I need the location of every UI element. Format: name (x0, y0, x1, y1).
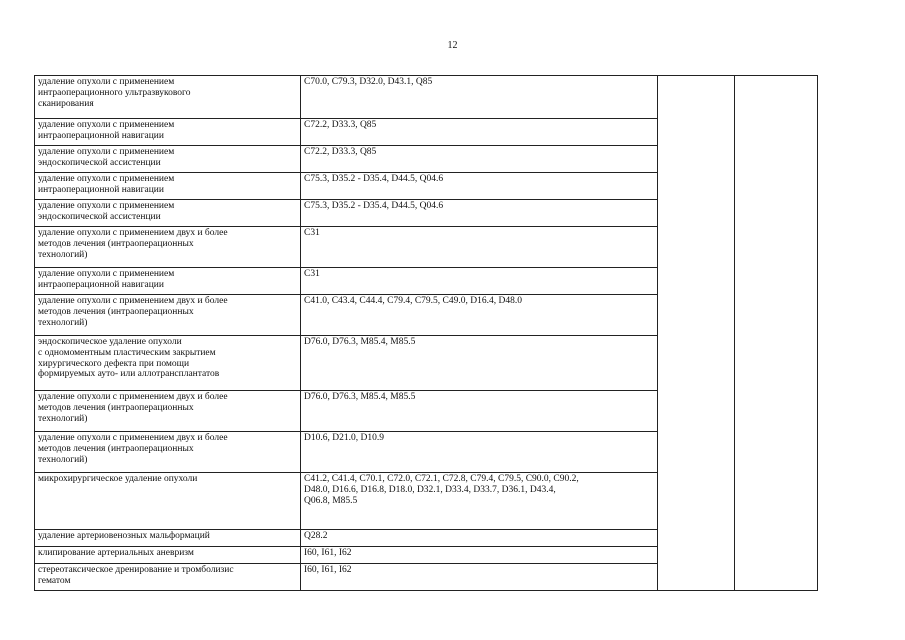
page-number: 12 (447, 40, 458, 51)
table-row (35, 76, 818, 119)
diagnosis-codes-cell: I60, I61, I62 (301, 564, 658, 591)
method-cell: стереотаксическое дренирование и тромболизис гематом (35, 564, 301, 591)
method-cell: удаление опухоли с применением двух и более методов лечения (интраоперационных технологий) (35, 432, 301, 473)
method-cell: удаление опухоли с применением интраоперационного ультразвукового сканирования (35, 76, 301, 119)
diagnosis-codes-cell: C72.2, D33.3, Q85 (301, 146, 658, 173)
diagnosis-codes-cell: I60, I61, I62 (301, 547, 658, 564)
method-cell: удаление опухоли с применением двух и более методов лечения (интраоперационных технологий) (35, 227, 301, 268)
method-cell: удаление артериовенозных мальформаций (35, 530, 301, 547)
diagnosis-codes-cell: Q28.2 (301, 530, 658, 547)
diagnosis-codes-cell: C75.3, D35.2 - D35.4, D44.5, Q04.6 (301, 173, 658, 200)
method-cell: удаление опухоли с применением эндоскопической ассистенции (35, 200, 301, 227)
method-cell: удаление опухоли с применением двух и более методов лечения (интраоперационных технологий) (35, 391, 301, 432)
diagnosis-codes-cell: C41.2, C41.4, C70.1, C72.0, C72.1, C72.8, C79.4, C79.5, C90.0, C90.2, D48.0, D16.6, D16.8, D18.0, D32.1, D33.4, D33.7, D36.1, D43.4, Q06.8, M85.5 (301, 473, 658, 530)
treatment-methods-table (34, 75, 818, 591)
method-cell: удаление опухоли с применением интраоперационной навигации (35, 119, 301, 146)
diagnosis-codes-cell: D76.0, D76.3, M85.4, M85.5 (301, 336, 658, 391)
method-cell: клипирование артериальных аневризм (35, 547, 301, 564)
method-cell: микрохирургическое удаление опухоли (35, 473, 301, 530)
diagnosis-codes-cell: C75.3, D35.2 - D35.4, D44.5, Q04.6 (301, 200, 658, 227)
diagnosis-codes-cell: C72.2, D33.3, Q85 (301, 119, 658, 146)
empty-merged-cell (735, 76, 818, 591)
method-cell: удаление опухоли с применением эндоскопической ассистенции (35, 146, 301, 173)
method-cell: удаление опухоли с применением двух и более методов лечения (интраоперационных технологий) (35, 295, 301, 336)
diagnosis-codes-cell: D10.6, D21.0, D10.9 (301, 432, 658, 473)
diagnosis-codes-cell: C31 (301, 227, 658, 268)
empty-merged-cell (658, 76, 735, 591)
method-cell: эндоскопическое удаление опухоли с одномоментным пластическим закрытием хирургического дефекта при помощи формируемых ауто- или аллотрансплантатов (35, 336, 301, 391)
method-cell: удаление опухоли с применением интраоперационной навигации (35, 268, 301, 295)
method-cell: удаление опухоли с применением интраоперационной навигации (35, 173, 301, 200)
diagnosis-codes-cell: C70.0, C79.3, D32.0, D43.1, Q85 (301, 76, 658, 119)
diagnosis-codes-cell: D76.0, D76.3, M85.4, M85.5 (301, 391, 658, 432)
diagnosis-codes-cell: C41.0, C43.4, C44.4, C79.4, C79.5, C49.0, D16.4, D48.0 (301, 295, 658, 336)
diagnosis-codes-cell: C31 (301, 268, 658, 295)
